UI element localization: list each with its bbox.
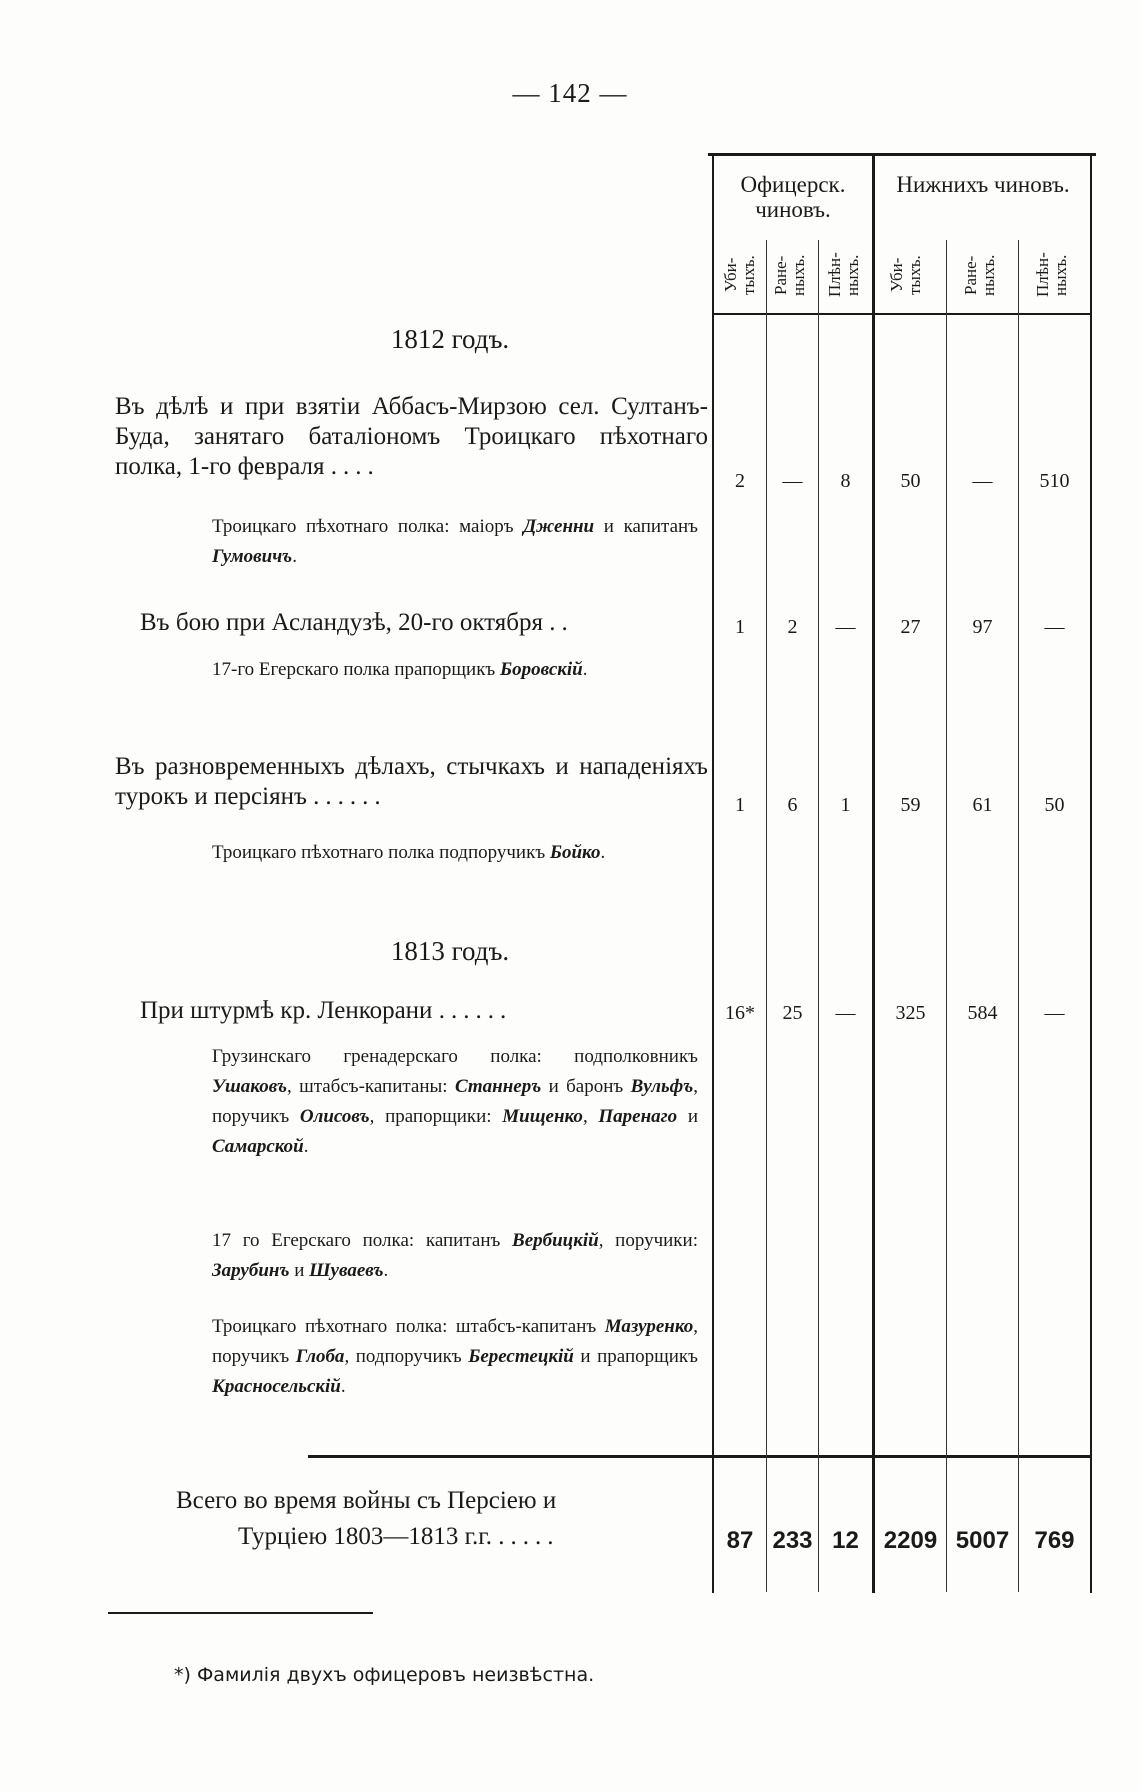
col-label-lower-wounded: Ране- ныхъ.	[961, 254, 998, 296]
note-aslanduz: 17-го Егерскаго полка прапорщикъ Боровскій.	[212, 659, 588, 680]
note-lenkoran-grenadiers: Грузинскаго гренадерскаго полка: подполковникъ Ушаковъ, штабсъ-капитаны: Станнеръ и баронъ Вульфъ, поручикъ Олисовъ, прапорщики: Мищенко, Паренаго и Самарской.	[212, 1046, 699, 1157]
footnote-separator	[108, 1612, 373, 1614]
col-label-officers-killed: Уби- тыхъ.	[721, 255, 758, 295]
year-1812: 1812 годъ.	[390, 324, 510, 354]
header-officers: Офицерск. чиновъ.	[740, 172, 846, 222]
page-number: — 142 —	[512, 78, 628, 108]
col-label-lower-captured: Плѣн- ныхъ.	[1033, 252, 1070, 298]
total-line-1: Всего во время войны съ Персіею и	[176, 1487, 557, 1514]
header-lower-ranks: Нижнихъ чиновъ.	[896, 172, 1070, 197]
col-label-officers-wounded: Ране- ныхъ.	[771, 254, 808, 296]
total-line-2: Турціею 1803—1813 г.г. .....	[238, 1523, 560, 1550]
entry-lenkoran: При штурмѣ кр. Ленкорани ......	[140, 997, 513, 1024]
col-label-officers-captured: Плѣн- ныхъ.	[825, 252, 862, 298]
entry-sultan-buda: Въ дѣлѣ и при взятіи Аббасъ-Мирзою сел. Султанъ-Буда, занятаго баталіономъ Троицкаго пѣхотнаго полка, 1-го февраля ....	[115, 393, 708, 480]
footnote: *) Фамилія двухъ офицеровъ неизвѣстна.	[174, 1664, 595, 1686]
note-lenkoran-troitsky: Троицкаго пѣхотнаго полка: штабсъ-капитанъ Мазуренко, поручикъ Глоба, подпоручикъ Берестецкій и прапорщикъ Красносельскій.	[212, 1316, 698, 1397]
note-skirmishes: Троицкаго пѣхотнаго полка подпоручикъ Бойко.	[212, 842, 606, 863]
entry-aslanduz: Въ бою при Асландузѣ, 20-го октября ..	[140, 609, 574, 636]
note-sultan-buda: Троицкаго пѣхотнаго полка: маіоръ Дженни и капитанъ Гумовичъ.	[212, 516, 698, 567]
note-lenkoran-jaegers: 17 го Егерскаго полка: капитанъ Вербицкій, поручики: Зарубинъ и Шуваевъ.	[212, 1230, 698, 1281]
entry-skirmishes: Въ разновременныхъ дѣлахъ, стычкахъ и нападеніяхъ турокъ и персіянъ ......	[115, 753, 708, 810]
year-1813: 1813 годъ.	[390, 936, 510, 966]
col-label-lower-killed: Уби- тыхъ.	[887, 255, 924, 295]
